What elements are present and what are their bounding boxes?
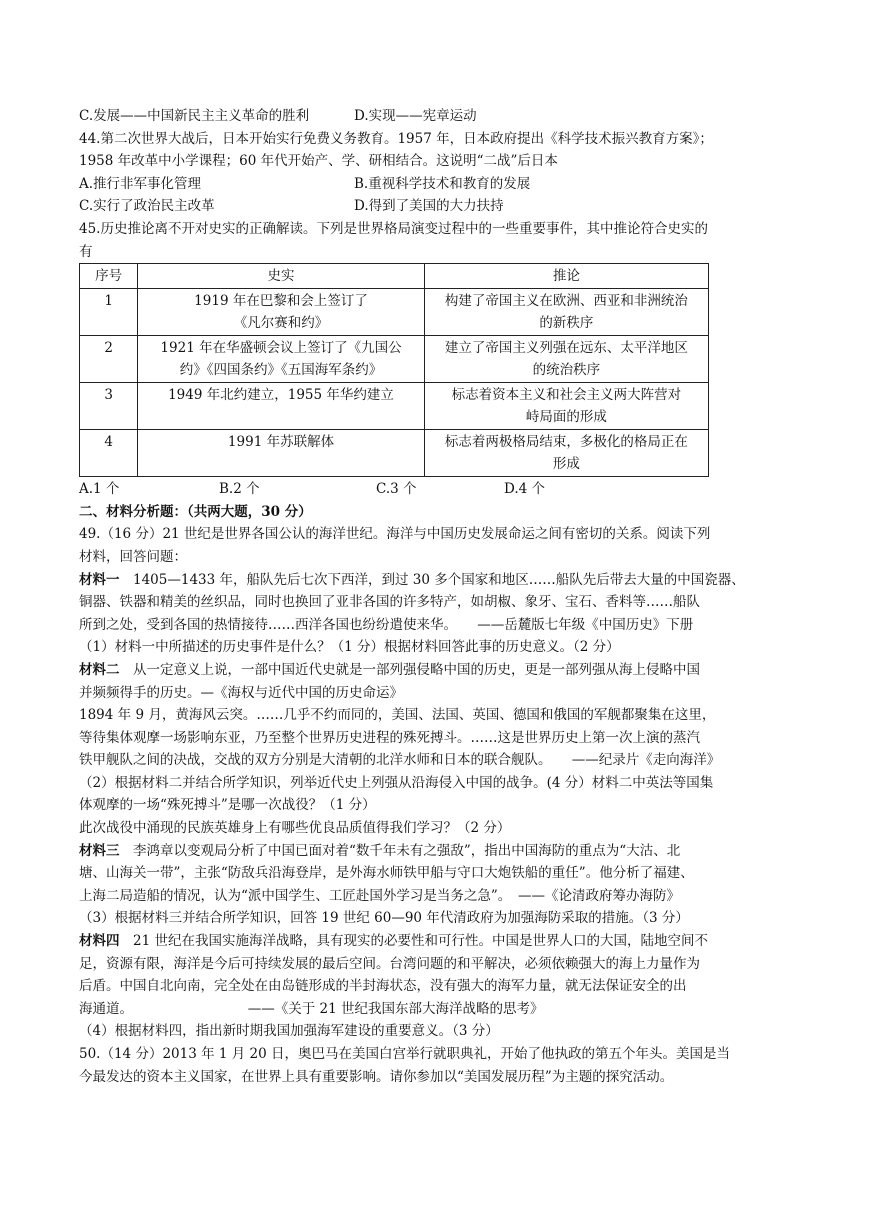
row-fact bbox=[138, 383, 424, 430]
row-inference bbox=[424, 383, 708, 430]
row-inference-line2: 形成 bbox=[552, 456, 580, 473]
q45-events-table bbox=[79, 263, 709, 477]
q45-options-row bbox=[79, 478, 791, 501]
q49-sub3: （3）根据材料三并结合所学知识，回答 19 世纪 60—90 年代清政府为加强海防采取的措施。（3 分） bbox=[79, 910, 689, 927]
row-fact bbox=[138, 289, 424, 336]
q44-stem-line2: 1958 年改革中小学课程；60 年代开始产、学、研相结合。这说明“二战”后日本 bbox=[79, 153, 558, 170]
q44-option-a: A.推行非军事化管理 bbox=[79, 175, 202, 192]
material-2-text: 从一定意义上说，一部中国近代史就是一部列强侵略中国的历史，更是一部列强从海上侵略中国 bbox=[119, 661, 700, 678]
material-3-line3: 上海二局造船的情况，认为“派中国学生、工匠赴国外学习是当务之急”。 ——《论清政府筹办海防》 bbox=[79, 887, 681, 904]
table-row bbox=[80, 430, 709, 477]
table-row bbox=[80, 289, 709, 336]
q43-options-row bbox=[79, 105, 791, 128]
exam-page bbox=[79, 105, 791, 1088]
table-header-row bbox=[80, 264, 709, 289]
q45-option-d: D.4 个 bbox=[504, 481, 546, 498]
row-inference-line1: 标志着两极格局结束，多极化的格局正在 bbox=[444, 434, 688, 451]
q49-sub2-line3: 此次战役中涌现的民族英雄身上有哪些优良品质值得我们学习？（2 分） bbox=[79, 820, 511, 837]
row-fact-line1: 1949 年北约建立，1955 年华约建立 bbox=[168, 387, 394, 404]
q44-option-c: C.实行了政治民主改革 bbox=[79, 198, 215, 215]
row-fact-line2: 约》《四国条约》《五国海军条约》 bbox=[179, 362, 383, 379]
material-2-line5: 铁甲舰队之间的决战，交战的双方分别是大清朝的北洋水师和日本的联合舰队。 ——纪录片《走向海洋》 bbox=[79, 752, 721, 769]
material-2-label: 材料二 bbox=[79, 661, 120, 678]
material-2-line2: 并频频得手的历史。—《海权与近代中国的历史命运》 bbox=[79, 684, 403, 701]
q49-sub2-line1: （2）根据材料二并结合所学知识，列举近代史上列强从沿海侵入中国的战争。(4 分）材料二中英法等国集 bbox=[79, 774, 714, 791]
q45-option-c: C.3 个 bbox=[376, 481, 417, 498]
material-4-text: 21 世纪在我国实施海洋战略，具有现实的必要性和可行性。中国是世界人口的大国，陆地空间不 bbox=[119, 933, 708, 950]
row-no: 4 bbox=[80, 430, 138, 477]
row-fact-line2: 《凡尔赛和约》 bbox=[233, 315, 329, 332]
material-3-line2: 塘、山海关一带”，主张“防敌兵沿海登岸，是外海水师铁甲船与守口大炮铁船的重任”。他分析了福建、 bbox=[79, 865, 694, 882]
row-no: 1 bbox=[80, 289, 138, 336]
q45-option-b: B.2 个 bbox=[219, 481, 260, 498]
q50-line2: 今最发达的资本主义国家，在世界上具有重要影响。请你参加以“美国发展历程”为主题的探究活动。 bbox=[79, 1068, 674, 1085]
material-4-line4: 海通道。 ——《关于 21 世纪我国东部大海洋战略的思考》 bbox=[79, 1000, 544, 1017]
q43-option-d: D.实现——宪章运动 bbox=[354, 108, 477, 124]
material-2-line4: 等待集体观摩一场影响东亚，乃至整个世界历史进程的殊死搏斗。……这是世界历史上第一次上演的蒸汽 bbox=[79, 729, 700, 746]
row-inference-line2: 的统治秩序 bbox=[532, 362, 601, 379]
row-no: 3 bbox=[80, 383, 138, 430]
row-no: 2 bbox=[80, 336, 138, 383]
q49-intro-line1: 49.（16 分）21 世纪是世界各国公认的海洋世纪。海洋与中国历史发展命运之间有密切的关系。阅读下列 bbox=[79, 526, 711, 543]
row-inference-line1: 标志着资本主义和社会主义两大阵营对 bbox=[451, 387, 682, 404]
row-fact bbox=[138, 336, 424, 383]
material-3-line1 bbox=[79, 840, 791, 863]
row-inference bbox=[424, 289, 708, 336]
row-inference bbox=[424, 430, 708, 477]
q44-options-row2 bbox=[79, 195, 791, 218]
material-4-line1 bbox=[79, 930, 791, 953]
material-1-line1 bbox=[79, 569, 791, 592]
q44-option-d: D.得到了美国的大力扶持 bbox=[354, 198, 504, 215]
q45-stem-line2: 有 bbox=[79, 243, 93, 260]
row-inference bbox=[424, 336, 708, 383]
table-header-fact: 史实 bbox=[138, 264, 424, 289]
q45-stem-line1: 45.历史推论离不开对史实的正确解读。下列是世界格局演变过程中的一些重要事件，其中推论符合史实的 bbox=[79, 220, 708, 237]
row-inference-line2: 峙局面的形成 bbox=[525, 409, 607, 426]
q43-option-c: C.发展——中国新民主主义革命的胜利 bbox=[79, 108, 310, 124]
table-header-no: 序号 bbox=[80, 264, 138, 289]
row-inference-line2: 的新秩序 bbox=[539, 315, 594, 332]
q45-option-a: A.1 个 bbox=[79, 481, 120, 498]
section-heading: 二、材料分析题：（共两大题，30 分） bbox=[79, 503, 312, 520]
q49-sub1: （1）材料一中所描述的历史事件是什么？（1 分）根据材料回答此事的历史意义。（2 分） bbox=[79, 639, 620, 656]
q44-options-row1 bbox=[79, 173, 791, 196]
material-1-line3: 所到之处，受到各国的热情接待……西洋各国也纷纷遣使来华。 ——岳麓版七年级《中国历史》下册 bbox=[79, 616, 694, 633]
q49-sub2-line2: 体观摩的一场“殊死搏斗”是哪一次战役？（1 分） bbox=[79, 797, 376, 814]
material-2-line3: 1894 年 9 月，黄海风云突。……几乎不约而同的，美国、法国、英国、德国和俄国的军舰都聚集在这里， bbox=[79, 707, 716, 724]
row-fact-line1: 1991 年苏联解体 bbox=[227, 434, 335, 451]
q44-stem-line1: 44.第二次世界大战后，日本开始实行免费义务教育。1957 年，日本政府提出《科学技术振兴教育方案》； bbox=[79, 130, 713, 147]
q50-line1: 50.（14 分）2013 年 1 月 20 日，奥巴马在美国白宫举行就职典礼，开始了他执政的第五个年头。美国是当 bbox=[79, 1046, 731, 1062]
q44-option-b: B.重视科学技术和教育的发展 bbox=[354, 175, 531, 192]
row-fact-line1: 1919 年在巴黎和会上签订了 bbox=[194, 293, 368, 310]
material-4-line2: 足，资源有限，海洋是今后可持续发展的最后空间。台湾问题的和平解决，必须依赖强大的海上力量作为 bbox=[79, 955, 700, 972]
material-1-label: 材料一 bbox=[79, 571, 120, 588]
material-4-label: 材料四 bbox=[79, 933, 120, 950]
material-3-text: 李鸿章以变观局分析了中国已面对着“数千年未有之强敌”，指出中国海防的重点为“大沽、北 bbox=[119, 842, 681, 859]
q49-sub4: （4）根据材料四，指出新时期我国加强海军建设的重要意义。（3 分） bbox=[79, 1023, 499, 1040]
material-1-line2: 铜器、铁器和精美的丝织品，同时也换回了亚非各国的许多特产，如胡椒、象牙、宝石、香料等……船队 bbox=[79, 594, 700, 611]
row-inference-line1: 构建了帝国主义在欧洲、西亚和非洲统治 bbox=[444, 293, 688, 310]
material-3-label: 材料三 bbox=[79, 842, 120, 859]
row-fact-line1: 1921 年在华盛顿会议上签订了《九国公 bbox=[160, 340, 402, 357]
table-row bbox=[80, 383, 709, 430]
material-2-line1 bbox=[79, 659, 791, 682]
table-row bbox=[80, 336, 709, 383]
row-inference-line1: 建立了帝国主义列强在远东、太平洋地区 bbox=[444, 340, 688, 357]
row-fact bbox=[138, 430, 424, 477]
table-header-inference: 推论 bbox=[424, 264, 708, 289]
material-1-text: 1405—1433 年，船队先后七次下西洋，到过 30 多个国家和地区……船队先后带去大量的中国瓷器、 bbox=[119, 571, 745, 588]
q49-intro-line2: 材料，回答问题： bbox=[79, 548, 187, 565]
material-4-line3: 后盾。中国自北向南，完全处在由岛链形成的半封海状态，没有强大的海军力量，就无法保证安全的出 bbox=[79, 978, 687, 995]
